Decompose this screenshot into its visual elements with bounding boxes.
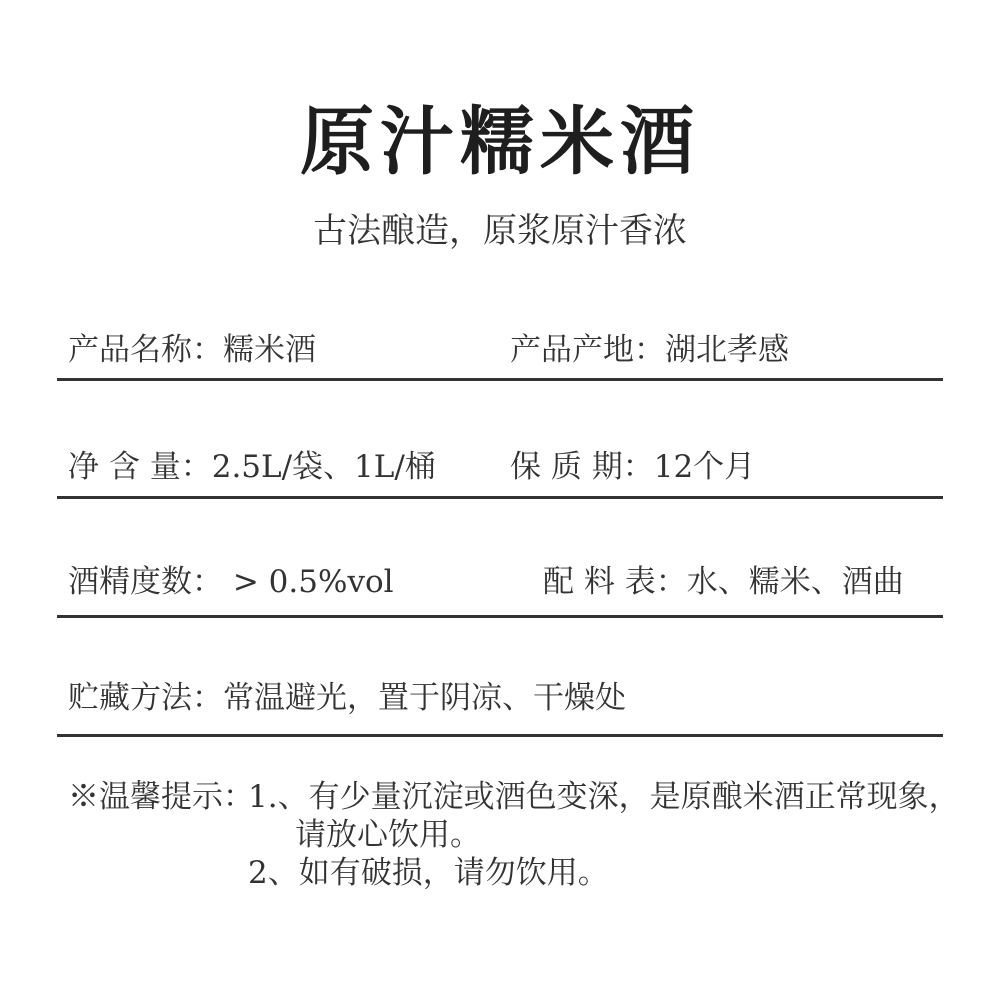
field-value: 糯米酒 bbox=[223, 332, 316, 368]
field-label: 配 料 表： bbox=[543, 564, 687, 600]
field-alcohol bbox=[68, 562, 394, 602]
field-net-content bbox=[68, 447, 436, 487]
divider-line bbox=[57, 378, 943, 381]
field-label: 产品产地： bbox=[510, 332, 665, 368]
field-storage bbox=[68, 678, 626, 718]
field-label: 保 质 期： bbox=[510, 449, 654, 485]
field-label: 贮藏方法： bbox=[68, 680, 223, 716]
field-label: 净 含 量： bbox=[68, 449, 212, 485]
field-value: 12个月 bbox=[653, 449, 756, 485]
divider-line bbox=[57, 496, 943, 499]
field-product-origin bbox=[510, 330, 789, 370]
divider-line bbox=[57, 734, 943, 737]
notice-label: ※温馨提示： bbox=[68, 779, 254, 815]
notice-line-1: 1.、有少量沉淀或酒色变深，是原酿米酒正常现象， bbox=[248, 779, 960, 815]
product-title: 原汁糯米酒 bbox=[300, 99, 700, 185]
field-label: 酒精度数： bbox=[68, 564, 223, 600]
field-value: 湖北孝感 bbox=[665, 332, 789, 368]
field-value: 常温避光，置于阴凉、干燥处 bbox=[223, 680, 626, 716]
notice-line-2: 2、如有破损，请勿饮用。 bbox=[248, 855, 609, 891]
divider-line bbox=[57, 615, 943, 618]
field-product-name bbox=[68, 330, 316, 370]
notice-line-1-cont: 请放心饮用。 bbox=[295, 817, 481, 853]
field-label: 产品名称： bbox=[68, 332, 223, 368]
field-shelf-life bbox=[510, 447, 755, 487]
field-value: 水、糯米、酒曲 bbox=[686, 564, 904, 600]
product-subtitle: 古法酿造，原浆原汁香浓 bbox=[313, 211, 687, 251]
field-value: > 0.5%vol bbox=[223, 564, 394, 600]
field-ingredients bbox=[543, 562, 904, 602]
field-value: 2.5L/袋、1L/桶 bbox=[211, 449, 436, 485]
